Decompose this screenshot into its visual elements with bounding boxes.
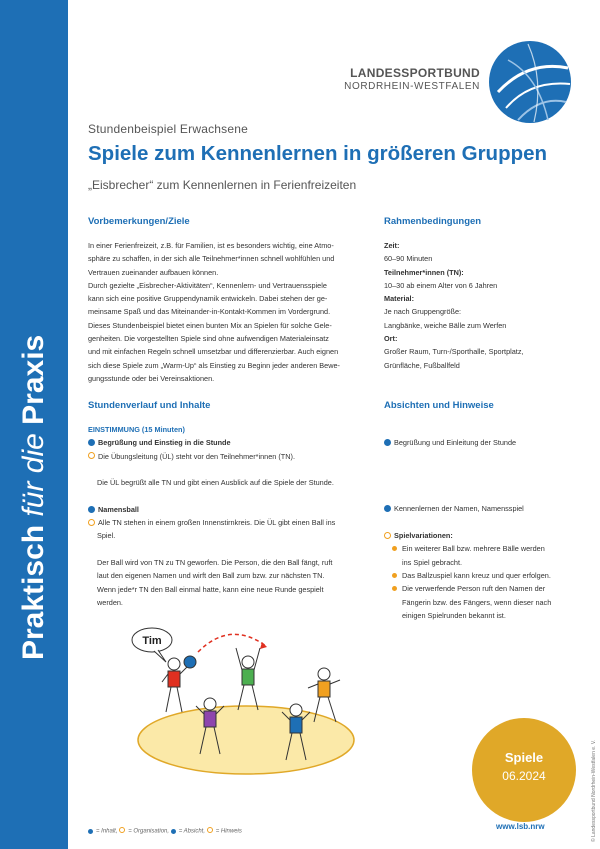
list-item: Die verwerfende Person ruft den Namen der Fängerin bzw. des Fängers, wenn dieser nach einigen Spielrunden bekannt ist. xyxy=(392,582,584,622)
player-red xyxy=(162,656,196,712)
heading-vorbemerkungen: Vorbemerkungen/Ziele xyxy=(88,216,190,227)
logo-line-1: LANDESSPORTBUND xyxy=(350,66,480,80)
speech-bubble-text: Tim xyxy=(142,635,162,647)
rahmenbedingungen-text: Zeit: 60–90 Minuten Teilnehmer*innen (TN): 10–30 ab einem Alter von 6 Jahren Material: Je nach Gruppengröße: Langbänke, weiche Bälle zum Werfen Ort: Großer Raum, Turn-/Sporthalle, Sportplatz, Grünfläche, Fußballfeld xyxy=(384,241,524,370)
list-item: Das Ballzuspiel kann kreuz und quer erfolgen. xyxy=(392,569,584,582)
footer-url[interactable]: www.lsb.nrw xyxy=(496,822,545,831)
inhalt-dot-icon xyxy=(88,439,95,446)
heading-absichten: Absichten und Hinweise xyxy=(384,400,494,411)
sidebar-title: Praktisch für die Praxis xyxy=(17,334,50,660)
legend-organisation-icon xyxy=(119,827,125,833)
player-green xyxy=(236,648,260,710)
logo-line-2: NORDRHEIN-WESTFALEN xyxy=(344,81,480,92)
badge-label: Spiele xyxy=(504,750,544,765)
logo-text xyxy=(344,66,480,92)
inhalt-dot-icon xyxy=(88,506,95,513)
list-item: Ein weiterer Ball bzw. mehrere Bälle werden ins Spiel gebracht. xyxy=(392,542,584,569)
lsb-globe-logo-icon xyxy=(488,40,572,124)
organisation-circle-icon xyxy=(88,519,95,526)
heading-stundenverlauf: Stundenverlauf und Inhalte xyxy=(88,400,211,411)
absicht-dot-icon xyxy=(384,505,391,512)
legend: = Inhalt, = Organisation, = Absicht, = Hinweis xyxy=(88,827,242,835)
copyright: © Landessportbund Nordrhein-Westfalen e. V. xyxy=(591,739,597,842)
legend-hinweis-icon xyxy=(207,827,213,833)
namensball-illustration xyxy=(126,622,362,782)
badge-date: 06.2024 xyxy=(502,769,546,783)
absichten-text: Begrüßung und Einleitung der Stunde Kennenlernen der Namen, Namensspiel Spielvariationen: Ein weiterer Ball bzw. mehrere Bälle werden ins Spiel gebracht. Das Ballzuspiel kann kreuz und quer erfolgen. Die verwerfende Person ruft den Namen der Fängerin bzw. des Fängers, wenn dieser nach einigen Spielrunden bekannt ist. xyxy=(384,436,584,622)
kicker: Stundenbeispiel Erwachsene xyxy=(88,122,248,136)
stundenverlauf-text: EINSTIMMUNG (15 Minuten) Begrüßung und Einstieg in die Stunde Die Übungsleitung (ÜL) steht vor den Teilnehmer*innen (TN). Die ÜL begrüßt alle TN und gibt einen Ausblick auf die Spiele der Stunde. Namensball Alle TN stehen in einem großen Innenstirnkreis. Die ÜL gibt einen Ball ins Spiel. Der Ball wird von TN zu TN geworfen. Die Person, die den Ball fängt, ruft laut den eigenen Namen und wirft den Ball zum bzw. zur nächsten TN. Wenn jede*r TN den Ball einmal hatte, kann eine neue Runde gespielt werden. xyxy=(88,423,370,609)
hinweis-circle-icon xyxy=(384,532,391,539)
variationen-list xyxy=(384,542,584,622)
legend-absicht-icon xyxy=(171,829,176,834)
legend-inhalt-icon xyxy=(88,829,93,834)
page-title: Spiele zum Kennenlernen in größeren Gruppen xyxy=(88,142,548,165)
sidebar-band xyxy=(0,0,68,849)
vorbemerkungen-text: In einer Ferienfreizeit, z.B. für Familien, ist es besonders wichtig, eine Atmo- sphäre zu schaffen, in der sich alle Teilnehmer*innen schnell wohlfühlen und Vertrauen zueinander aufbauen können. Durch gezielte „Eisbrecher-Aktivitäten“, Kennenlern- und Vertrauensspiele kann sich eine positive Gruppendynamik entwickeln. Dabei stehen der ge- meinsame Spaß und das Miteinander-in-Kontakt-Kommen im Vordergrund. Dieses Stundenbeispiel bietet einen bunten Mix an Spielen für solche Gele- genheiten. Die vorgestellten Spiele sind ohne aufwendigen Materialeinsatz und mit einfachen Regeln schnell umsetzbar und differenzierbar. Auch eignen sich diese Spiele zum „Warm-Up“ als Einstieg zu Beginn jeder anderen Bewe- gungsstunde oder bei Vereinsaktionen. xyxy=(88,241,340,383)
badge-spiele xyxy=(472,718,576,822)
absicht-dot-icon xyxy=(384,439,391,446)
subtitle: „Eisbrecher“ zum Kennenlernen in Ferienfreizeiten xyxy=(88,178,357,192)
organisation-circle-icon xyxy=(88,452,95,459)
einstimmung-label: EINSTIMMUNG (15 Minuten) xyxy=(88,425,185,434)
heading-rahmenbedingungen: Rahmenbedingungen xyxy=(384,216,482,227)
